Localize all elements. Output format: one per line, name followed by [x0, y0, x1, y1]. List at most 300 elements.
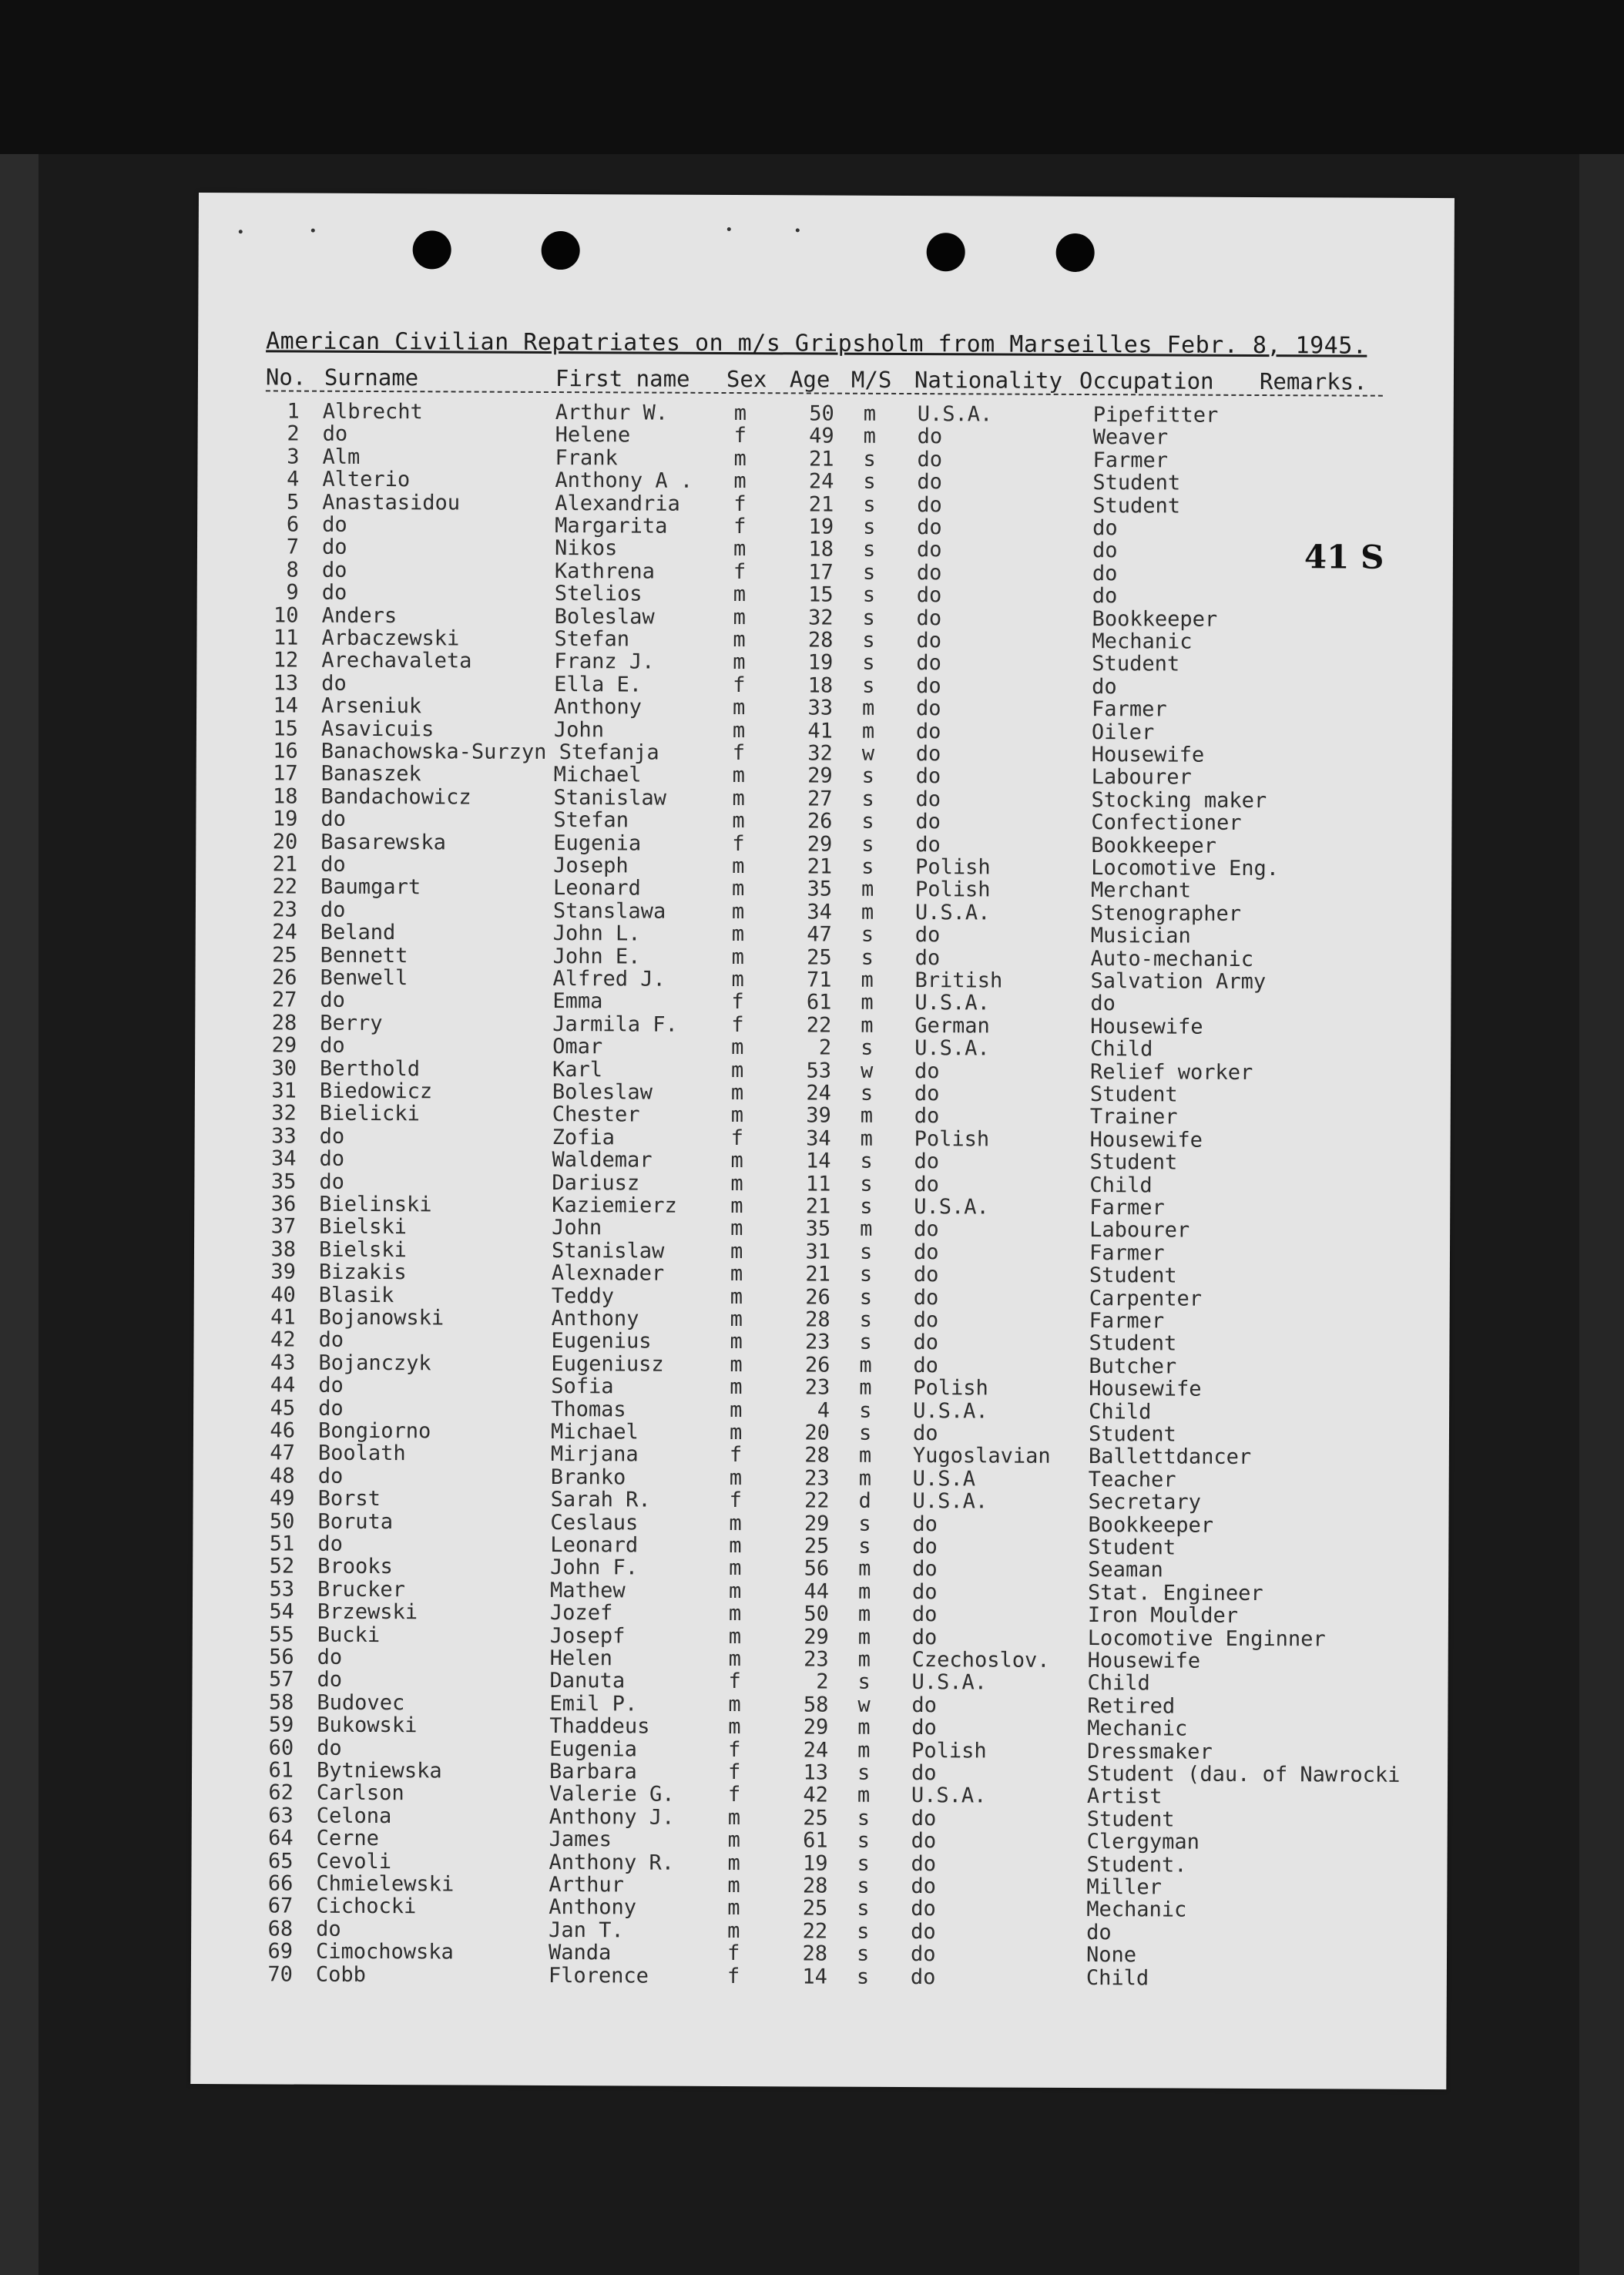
- row-nationality: do: [910, 1942, 936, 1967]
- row-surname: Alterio: [322, 467, 411, 492]
- row-first-name: Eugeniusz: [551, 1351, 664, 1377]
- row-nationality: U.S.A.: [911, 1670, 988, 1695]
- row-occupation: Iron Moulder: [1087, 1603, 1239, 1629]
- row-marital-status: s: [856, 1941, 870, 1967]
- row-nationality: Polish: [913, 1376, 988, 1401]
- row-marital-status: w: [857, 1693, 871, 1717]
- row-sex: m: [733, 446, 747, 471]
- row-sex: f: [731, 990, 744, 1015]
- row-number: 16: [273, 739, 298, 763]
- row-nationality: do: [914, 1217, 939, 1242]
- row-sex: m: [730, 1239, 743, 1263]
- row-surname: do: [317, 1736, 342, 1760]
- row-age: 61: [806, 990, 832, 1015]
- row-occupation: Locomotive Eng.: [1091, 856, 1280, 881]
- row-nationality: do: [912, 1421, 938, 1446]
- row-sex: m: [728, 1692, 741, 1716]
- row-marital-status: m: [857, 1647, 871, 1672]
- row-nationality: do: [916, 538, 942, 562]
- row-occupation: Mechanic: [1087, 1716, 1188, 1741]
- row-number: 20: [272, 830, 298, 854]
- document-page: [190, 193, 1455, 2089]
- row-age: 25: [807, 945, 832, 970]
- row-age: 26: [805, 1285, 830, 1310]
- row-age: 4: [817, 1398, 830, 1423]
- row-marital-status: s: [860, 1149, 873, 1174]
- row-number: 43: [270, 1351, 296, 1375]
- document-title: American Civilian Repatriates on m/s Gripsholm from Marseilles Febr. 8, 1945.: [266, 327, 1367, 360]
- punch-hole: [927, 233, 965, 271]
- row-nationality: do: [911, 1919, 936, 1944]
- page-stamp: 41 S: [1304, 538, 1384, 576]
- row-marital-status: s: [857, 1851, 870, 1876]
- row-sex: m: [733, 650, 746, 675]
- row-nationality: do: [916, 606, 942, 630]
- row-first-name: Valerie G.: [549, 1782, 675, 1807]
- row-surname: do: [319, 1124, 345, 1149]
- row-marital-status: w: [860, 1059, 874, 1083]
- row-surname: Bizakis: [318, 1260, 407, 1285]
- row-sex: m: [732, 718, 746, 743]
- row-sex: m: [730, 1194, 743, 1219]
- header-remarks: Remarks.: [1259, 368, 1367, 395]
- row-age: 27: [807, 787, 833, 811]
- row-surname: Brzewski: [317, 1599, 418, 1625]
- row-marital-status: m: [859, 1375, 872, 1401]
- row-number: 33: [271, 1124, 297, 1149]
- row-first-name: Anthony A .: [555, 468, 693, 493]
- scan-frame-right: [1579, 154, 1624, 2275]
- row-nationality: Polish: [914, 1126, 990, 1152]
- header-surname: Surname: [324, 364, 419, 391]
- row-surname: do: [317, 1532, 343, 1556]
- row-surname: do: [322, 512, 347, 537]
- row-number: 64: [268, 1826, 294, 1851]
- row-occupation: Miller: [1086, 1875, 1163, 1900]
- row-occupation: Teacher: [1088, 1467, 1176, 1492]
- row-surname: do: [320, 807, 347, 832]
- row-first-name: Emil P.: [549, 1691, 638, 1716]
- row-sex: f: [733, 515, 747, 539]
- row-occupation: Farmer: [1092, 448, 1169, 473]
- row-marital-status: s: [862, 651, 875, 676]
- row-nationality: do: [913, 1308, 939, 1333]
- row-nationality: U.S.A: [912, 1466, 976, 1492]
- row-nationality: do: [915, 719, 941, 743]
- row-sex: m: [729, 1421, 743, 1445]
- row-occupation: Stenographer: [1090, 901, 1242, 926]
- row-sex: m: [730, 1398, 743, 1422]
- row-age: 35: [805, 1216, 831, 1241]
- row-nationality: U.S.A.: [917, 402, 993, 427]
- row-nationality: do: [911, 1829, 937, 1854]
- row-sex: f: [732, 831, 745, 856]
- row-first-name: Thomas: [551, 1397, 626, 1422]
- row-age: 22: [802, 1919, 828, 1944]
- row-sex: m: [730, 1352, 743, 1377]
- row-age: 24: [803, 1738, 829, 1763]
- row-number: 30: [271, 1056, 297, 1081]
- row-occupation: Butcher: [1089, 1354, 1177, 1379]
- row-surname: Albrecht: [322, 399, 423, 424]
- row-first-name: Ella E.: [554, 672, 643, 697]
- row-number: 66: [267, 1871, 294, 1896]
- row-age: 29: [804, 1625, 829, 1649]
- row-surname: do: [321, 580, 347, 606]
- row-nationality: do: [912, 1579, 938, 1604]
- row-number: 1: [287, 399, 300, 424]
- row-number: 49: [270, 1486, 295, 1511]
- row-sex: m: [730, 1058, 744, 1082]
- row-occupation: do: [1086, 1920, 1112, 1944]
- row-marital-status: m: [861, 719, 875, 743]
- row-surname: Budovec: [317, 1690, 405, 1715]
- row-age: 23: [804, 1466, 830, 1491]
- row-occupation: Confectioner: [1091, 810, 1242, 836]
- row-number: 21: [272, 852, 298, 877]
- row-nationality: do: [910, 1965, 936, 1989]
- row-number: 40: [270, 1283, 296, 1307]
- row-number: 11: [273, 626, 299, 650]
- row-first-name: Jan T.: [549, 1918, 624, 1943]
- row-age: 56: [804, 1556, 830, 1581]
- row-first-name: Dariusz: [552, 1170, 640, 1196]
- row-nationality: do: [914, 1104, 940, 1129]
- row-occupation: Student: [1088, 1535, 1176, 1560]
- row-first-name: John: [553, 717, 605, 742]
- row-surname: Baumgart: [320, 875, 421, 900]
- row-sex: m: [729, 1534, 742, 1559]
- row-age: 23: [804, 1375, 830, 1400]
- speck: [727, 227, 731, 231]
- row-number: 27: [271, 988, 297, 1012]
- row-number: 63: [268, 1804, 294, 1828]
- row-surname: do: [321, 558, 347, 582]
- row-first-name: Franz J.: [554, 649, 655, 674]
- row-number: 57: [268, 1667, 294, 1692]
- row-marital-status: s: [860, 1172, 873, 1196]
- row-surname: do: [316, 1917, 341, 1941]
- row-first-name: John L.: [552, 921, 641, 946]
- row-nationality: do: [914, 1082, 940, 1106]
- row-nationality: do: [915, 787, 941, 812]
- row-occupation: Child: [1089, 1173, 1153, 1198]
- row-age: 34: [806, 1126, 831, 1151]
- row-sex: m: [733, 537, 747, 562]
- row-marital-status: m: [858, 1557, 871, 1582]
- row-nationality: Yugoslavian: [912, 1444, 1051, 1469]
- row-marital-status: m: [863, 424, 876, 449]
- row-occupation: Relief worker: [1089, 1059, 1253, 1085]
- row-number: 9: [286, 580, 299, 605]
- row-sex: m: [733, 401, 747, 426]
- row-sex: m: [730, 1216, 743, 1241]
- row-surname: Alm: [322, 445, 361, 469]
- row-surname: Brooks: [317, 1555, 393, 1579]
- row-marital-status: m: [858, 1466, 872, 1491]
- row-age: 22: [806, 1013, 832, 1038]
- row-sex: m: [731, 945, 745, 969]
- row-occupation: Artist: [1086, 1784, 1163, 1809]
- row-number: 62: [268, 1780, 294, 1805]
- row-age: 18: [807, 673, 834, 698]
- row-occupation: Auto-mechanic: [1090, 946, 1254, 971]
- row-age: 21: [805, 1262, 830, 1287]
- row-nationality: do: [913, 1330, 939, 1355]
- row-first-name: Nikos: [554, 536, 618, 561]
- row-first-name: Anthony: [549, 1895, 637, 1920]
- row-surname: do: [318, 1396, 344, 1421]
- row-first-name: Boleslaw: [552, 1080, 653, 1105]
- row-number: 68: [267, 1917, 294, 1941]
- row-surname: Asavicuis: [320, 716, 435, 741]
- row-first-name: Sarah R.: [550, 1488, 651, 1512]
- row-number: 44: [270, 1373, 296, 1398]
- row-surname: Celona: [316, 1804, 392, 1828]
- row-occupation: Child: [1089, 1399, 1152, 1424]
- row-occupation: Housewife: [1089, 1377, 1202, 1401]
- row-age: 35: [807, 877, 833, 901]
- row-marital-status: m: [857, 1602, 871, 1627]
- row-nationality: U.S.A.: [911, 1783, 987, 1808]
- row-occupation: Student: [1092, 652, 1180, 676]
- row-sex: f: [728, 1669, 741, 1694]
- row-occupation: Weaver: [1092, 425, 1169, 450]
- row-surname: Banaszek: [320, 762, 421, 787]
- row-marital-status: s: [863, 515, 876, 539]
- row-marital-status: s: [863, 447, 876, 471]
- row-first-name: Sofia: [551, 1374, 614, 1399]
- row-nationality: do: [912, 1535, 938, 1559]
- header-marital-status: M/S: [851, 366, 892, 393]
- row-sex: m: [727, 1805, 741, 1830]
- row-number: 13: [273, 671, 299, 696]
- row-marital-status: m: [858, 1444, 872, 1468]
- row-marital-status: s: [861, 922, 874, 948]
- row-occupation: Labourer: [1089, 1218, 1190, 1243]
- row-marital-status: s: [861, 945, 874, 970]
- row-surname: do: [318, 1328, 344, 1353]
- row-first-name: Leonard: [550, 1533, 639, 1558]
- row-marital-status: m: [860, 1126, 873, 1151]
- row-sex: m: [730, 1103, 744, 1128]
- row-occupation: Merchant: [1090, 878, 1192, 904]
- row-age: 28: [807, 628, 834, 653]
- row-number: 10: [273, 603, 299, 628]
- row-surname: Berry: [320, 1011, 383, 1035]
- row-marital-status: s: [861, 787, 874, 811]
- row-nationality: U.S.A.: [914, 991, 991, 1015]
- row-nationality: do: [911, 1716, 937, 1740]
- row-surname: do: [321, 671, 347, 696]
- row-occupation: Pipefitter: [1092, 403, 1219, 428]
- row-sex: m: [733, 605, 746, 629]
- row-number: 29: [271, 1033, 297, 1058]
- row-surname: Bongiorno: [317, 1418, 431, 1444]
- row-marital-status: m: [861, 1013, 874, 1038]
- row-surname: Beland: [320, 920, 396, 945]
- row-age: 23: [804, 1647, 829, 1672]
- row-sex: m: [729, 1556, 742, 1581]
- header-sex: Sex: [726, 365, 767, 393]
- row-first-name: Kaziemierz: [552, 1193, 677, 1218]
- row-nationality: Polish: [914, 877, 991, 902]
- row-first-name: Arthur: [549, 1873, 625, 1898]
- row-sex: m: [730, 1375, 743, 1400]
- row-age: 14: [802, 1965, 827, 1989]
- row-nationality: Czechoslov.: [911, 1648, 1050, 1673]
- row-number: 5: [286, 490, 300, 515]
- row-marital-status: m: [859, 1353, 872, 1377]
- row-marital-status: s: [862, 628, 875, 653]
- row-surname: Bojanowski: [318, 1305, 445, 1330]
- row-nationality: do: [915, 742, 941, 767]
- row-sex: f: [733, 424, 747, 448]
- row-surname: Anders: [321, 603, 398, 628]
- row-marital-status: s: [857, 1874, 870, 1898]
- row-number: 14: [273, 693, 299, 718]
- row-number: 42: [270, 1327, 296, 1352]
- row-sex: f: [729, 1443, 743, 1468]
- row-age: 44: [804, 1579, 830, 1604]
- row-number: 59: [268, 1713, 294, 1737]
- row-marital-status: s: [857, 1760, 871, 1785]
- row-number: 37: [270, 1214, 297, 1239]
- row-age: 2: [816, 1669, 829, 1694]
- row-sex: m: [733, 469, 747, 494]
- row-sex: m: [728, 1647, 742, 1672]
- row-first-name: Barbara: [549, 1760, 637, 1784]
- row-first-name: Teddy: [551, 1283, 615, 1308]
- row-age: 61: [803, 1828, 828, 1853]
- header-occupation: Occupation: [1079, 367, 1214, 394]
- row-occupation: Clergyman: [1086, 1830, 1200, 1854]
- row-surname: Bielinski: [319, 1192, 432, 1217]
- row-age: 39: [806, 1103, 831, 1128]
- row-nationality: do: [912, 1557, 938, 1582]
- row-marital-status: s: [862, 560, 876, 585]
- row-first-name: Kathrena: [554, 559, 655, 584]
- row-marital-status: m: [860, 1217, 873, 1242]
- row-age: 26: [804, 1353, 830, 1377]
- row-nationality: do: [913, 1263, 939, 1287]
- row-surname: Bojanczyk: [318, 1351, 431, 1376]
- row-marital-status: s: [862, 606, 875, 630]
- row-sex: m: [731, 1035, 744, 1060]
- row-marital-status: s: [857, 1919, 870, 1944]
- row-first-name: Thaddeus: [549, 1714, 650, 1739]
- row-sex: m: [730, 1171, 743, 1196]
- row-first-name: John: [552, 1216, 602, 1240]
- row-number: 35: [270, 1169, 297, 1194]
- row-number: 55: [269, 1622, 294, 1647]
- row-occupation: Labourer: [1091, 765, 1192, 790]
- row-age: 21: [807, 854, 833, 879]
- row-occupation: Housewife: [1089, 1127, 1203, 1153]
- row-first-name: Emma: [552, 989, 603, 1014]
- row-nationality: do: [917, 447, 943, 472]
- row-age: 32: [808, 606, 834, 630]
- row-age: 50: [809, 401, 834, 426]
- row-first-name: Chester: [552, 1102, 640, 1127]
- row-marital-status: w: [861, 741, 875, 766]
- row-age: 29: [803, 1715, 829, 1740]
- row-nationality: U.S.A.: [913, 1398, 988, 1424]
- row-age: 20: [804, 1421, 830, 1445]
- row-occupation: Student: [1088, 1422, 1176, 1447]
- row-sex: m: [732, 854, 745, 879]
- row-sex: f: [727, 1760, 741, 1785]
- row-nationality: do: [915, 832, 941, 857]
- row-age: 15: [808, 582, 834, 607]
- row-number: 70: [267, 1962, 293, 1987]
- row-age: 23: [804, 1330, 830, 1354]
- row-occupation: Farmer: [1089, 1309, 1165, 1334]
- row-first-name: Stanslawa: [552, 898, 666, 924]
- row-nationality: do: [917, 470, 942, 495]
- row-first-name: Eugenia: [553, 830, 642, 856]
- row-nationality: do: [911, 1625, 938, 1649]
- row-surname: Cevoli: [316, 1849, 392, 1874]
- row-surname: Chmielewski: [316, 1871, 455, 1897]
- row-occupation: Farmer: [1092, 697, 1167, 722]
- row-marital-status: s: [857, 1670, 871, 1695]
- row-nationality: do: [911, 1602, 938, 1627]
- row-number: 58: [268, 1690, 294, 1715]
- row-sex: m: [732, 786, 745, 810]
- row-number: 8: [286, 558, 299, 582]
- row-first-name: Wanda: [548, 1941, 612, 1965]
- row-marital-status: d: [858, 1488, 871, 1514]
- row-first-name: Anthony: [554, 695, 642, 720]
- row-sex: m: [727, 1918, 740, 1943]
- row-number: 47: [270, 1441, 295, 1465]
- row-surname: do: [317, 1645, 343, 1669]
- row-occupation: Student: [1089, 1082, 1178, 1107]
- row-number: 53: [269, 1577, 295, 1602]
- row-nationality: do: [916, 629, 942, 653]
- row-number: 38: [270, 1237, 297, 1262]
- row-marital-status: s: [859, 1398, 872, 1423]
- row-age: 25: [802, 1896, 828, 1921]
- row-sex: f: [732, 741, 746, 766]
- row-sex: m: [727, 1874, 740, 1898]
- row-first-name: Arthur W.: [555, 401, 669, 425]
- row-nationality: do: [914, 923, 941, 948]
- row-sex: m: [730, 1307, 743, 1332]
- table-header: [266, 364, 1383, 396]
- row-marital-status: m: [857, 1715, 871, 1740]
- row-age: 47: [807, 922, 832, 947]
- row-surname: Biedowicz: [319, 1079, 433, 1104]
- row-surname: Borst: [317, 1486, 381, 1512]
- row-number: 12: [273, 648, 299, 673]
- row-number: 52: [269, 1554, 295, 1579]
- row-number: 67: [267, 1894, 294, 1918]
- row-age: 21: [808, 492, 834, 517]
- row-occupation: Student: [1089, 1331, 1177, 1356]
- table-row: [259, 1962, 1461, 1990]
- row-first-name: Helene: [555, 423, 631, 448]
- row-first-name: Eugenius: [551, 1329, 652, 1354]
- row-nationality: Polish: [911, 1738, 987, 1763]
- row-age: 31: [805, 1240, 831, 1264]
- row-number: 24: [272, 920, 297, 945]
- row-surname: Boruta: [317, 1509, 394, 1534]
- row-nationality: do: [911, 1851, 937, 1876]
- row-first-name: Jarmila F.: [552, 1012, 678, 1037]
- row-first-name: Leonard: [552, 876, 641, 901]
